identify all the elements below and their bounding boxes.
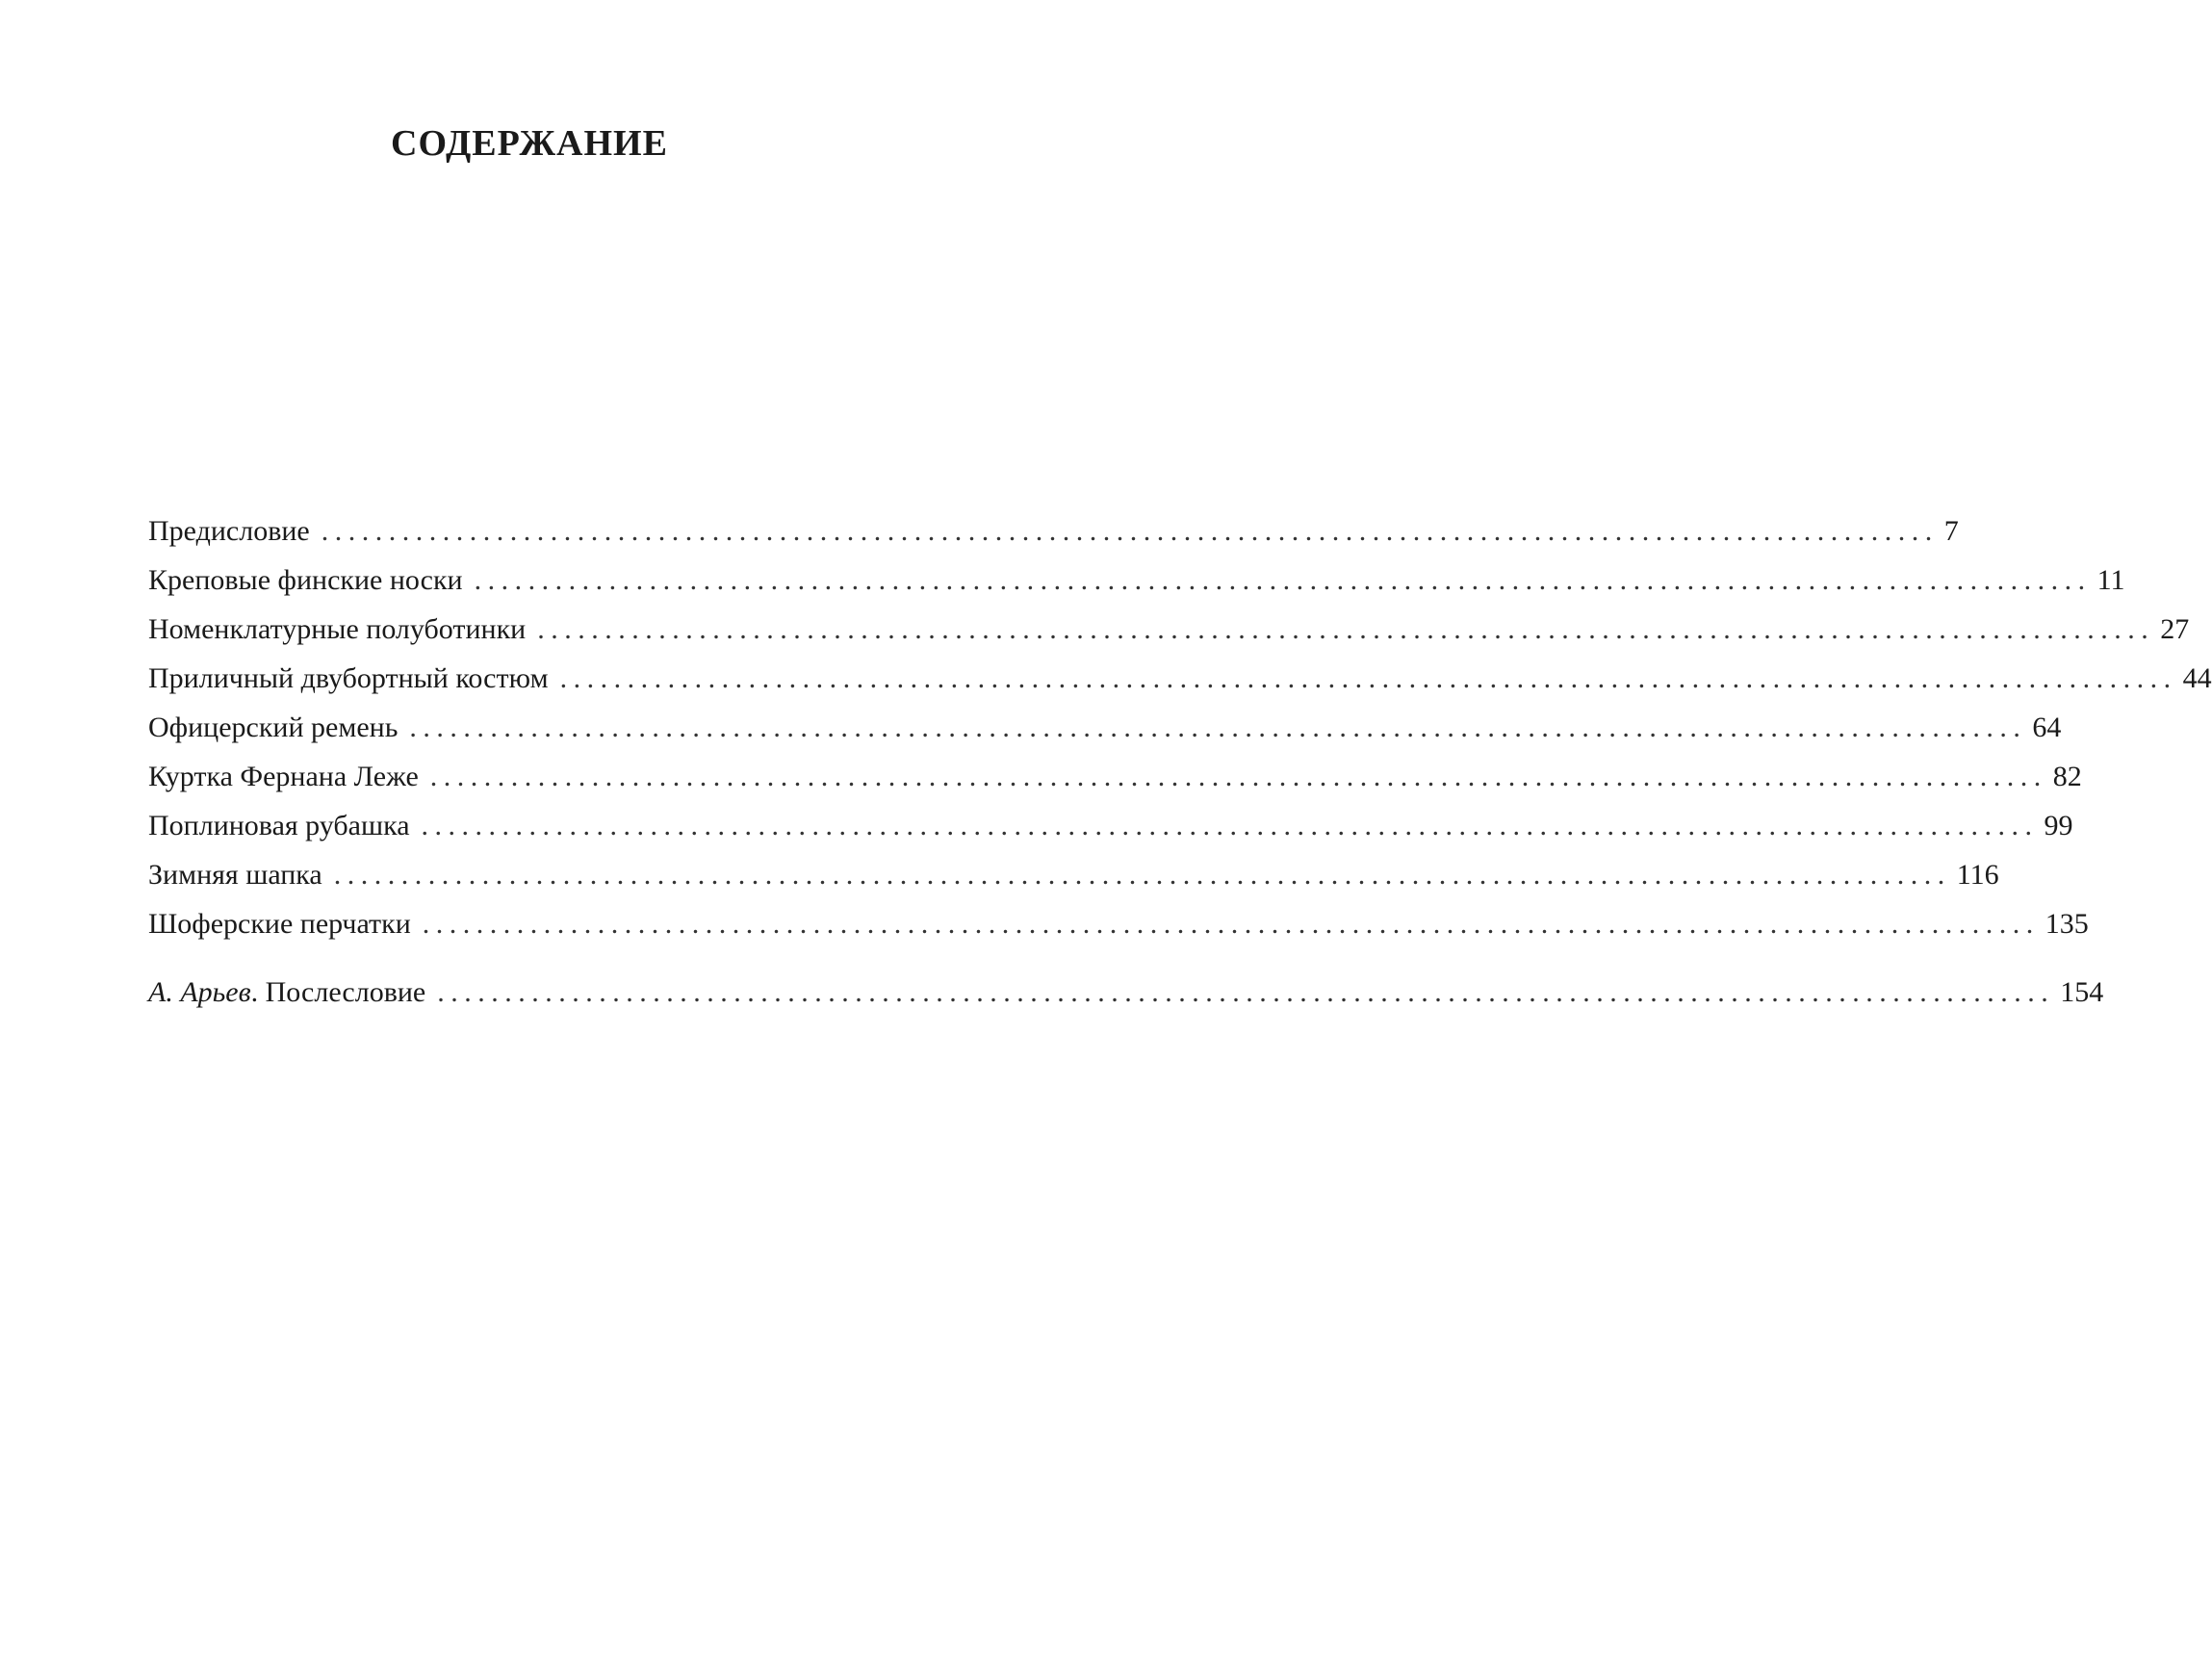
toc-page-number: 7 [1943,515,1959,547]
toc-entry [148,506,1959,556]
toc-entry-title: Куртка Фернана Леже [148,761,419,792]
toc-page-number: 11 [2096,564,2125,596]
dot-leader: ........................................................................................................................ [321,515,1939,547]
toc-entry [148,654,2212,703]
toc-entry [148,850,1999,899]
dot-leader: ........................................................................................................................ [537,613,2155,645]
toc-entry [148,703,2062,752]
toc-entry [148,801,2073,850]
toc-page-number: 27 [2160,613,2190,645]
dot-leader: ........................................................................................................................ [421,810,2039,841]
dot-leader: ........................................................................................................................ [474,564,2092,596]
toc-entry-afterword [148,968,2104,1017]
toc-page-number: 44 [2182,662,2212,694]
toc-entry-title: Поплиновая рубашка [148,810,410,841]
toc-page-number: 154 [2060,976,2104,1008]
table-of-contents [148,506,2212,1017]
toc-entry [148,605,2190,654]
page-title: СОДЕРЖАНИЕ [391,123,668,164]
toc-page-number: 99 [2044,810,2073,841]
dot-leader: ........................................................................................................................ [437,976,2055,1008]
afterword-author: А. Арьев [148,976,251,1008]
toc-entry-title [148,968,437,1017]
dot-leader: ........................................................................................................................ [333,859,1951,891]
toc-entry-title: Номенклатурные полуботинки [148,613,527,645]
toc-entry [148,752,2082,801]
toc-entry-title: Офицерский ремень [148,712,399,743]
toc-entry [148,556,2125,605]
toc-page-number: 135 [2045,908,2089,940]
dot-leader: ........................................................................................................................ [422,908,2040,940]
toc-entry-title: Креповые финские носки [148,564,463,596]
toc-page-number: 82 [2052,761,2082,792]
toc-page-number: 116 [1956,859,1999,891]
dot-leader: ........................................................................................................................ [409,712,2027,743]
dot-leader: ........................................................................................................................ [559,662,2177,694]
toc-entry-title: Зимняя шапка [148,859,322,891]
toc-entry-title: Предисловие [148,515,310,547]
afterword-title: . Послесловие [250,976,426,1008]
toc-page-number: 64 [2032,712,2062,743]
toc-entry [148,899,2089,948]
toc-entry-title: Шоферские перчатки [148,908,411,940]
dot-leader: ........................................................................................................................ [429,761,2047,792]
toc-entry-title: Приличный двубортный костюм [148,662,549,694]
